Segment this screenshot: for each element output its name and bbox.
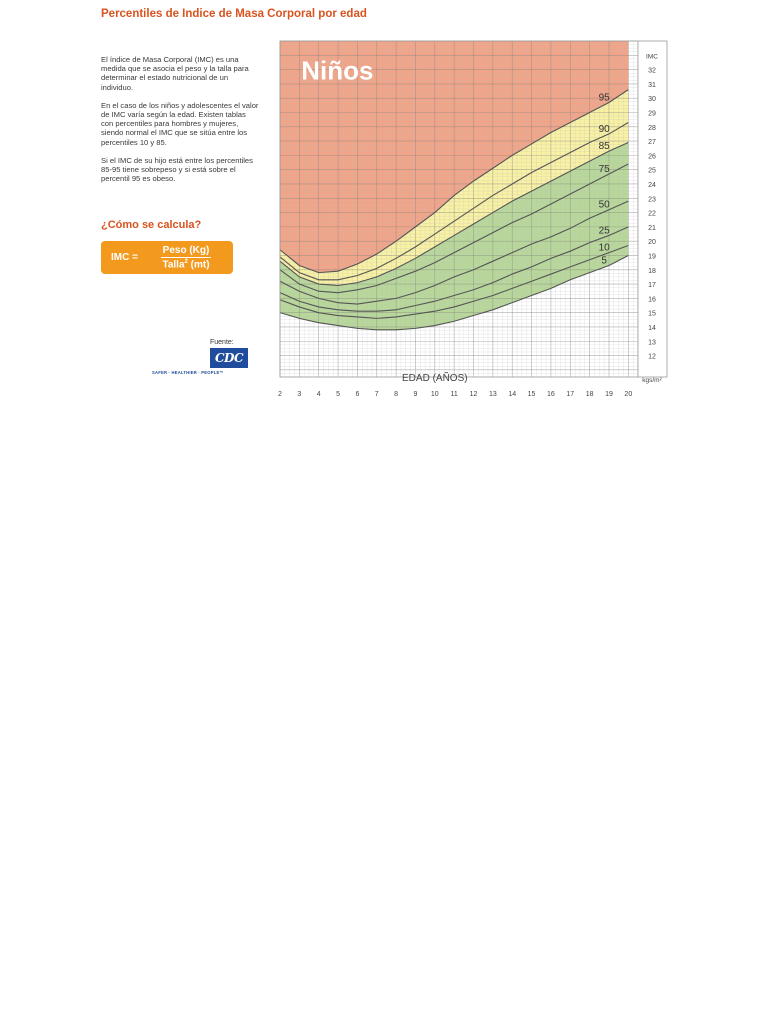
percentile-label-95: 95	[598, 92, 610, 104]
y-tick-label: 27	[648, 139, 656, 147]
percentile-label-25: 25	[598, 225, 610, 237]
percentile-label-75: 75	[598, 163, 610, 175]
formula-lhs: IMC =	[111, 252, 138, 263]
info-paragraph: Si el IMC de su hijo está entre los percentiles 85-95 tiene sobrepeso y si está sobre el percentil 95 es obeso.	[101, 155, 253, 184]
y-tick-label: 31	[648, 81, 656, 89]
formula-exponent: 2	[184, 258, 188, 265]
x-tick-label: 3	[297, 391, 302, 398]
y-tick-label: 17	[648, 282, 656, 290]
y-tick-label: 25	[648, 167, 656, 175]
y-tick-label: 14	[648, 324, 656, 332]
x-tick-label: 13	[488, 391, 497, 398]
y-tick-label: 13	[648, 339, 656, 347]
x-tick-label: 11	[450, 391, 458, 398]
formula-denominator-label: Talla	[162, 259, 185, 271]
x-axis-label: EDAD (AÑOS)	[402, 373, 468, 384]
x-tick-label: 18	[585, 391, 594, 398]
percentile-label-50: 50	[598, 199, 610, 211]
calc-heading: ¿Cómo se calcula?	[101, 219, 202, 231]
x-tick-label: 20	[624, 391, 633, 398]
page-title: Percentiles de Indice de Masa Corporal por edad	[101, 8, 367, 20]
y-tick-label: 19	[648, 253, 656, 261]
cdc-logo-text: CDC	[214, 351, 243, 365]
formula-fraction	[149, 245, 223, 270]
y-tick-label: 22	[648, 210, 656, 218]
percentile-label-90: 90	[598, 123, 610, 135]
percentile-label-85: 85	[598, 141, 610, 153]
y-tick-label: 15	[648, 310, 656, 318]
info-paragraph: El índice de Masa Corporal (IMC) es una medida que se asocia el peso y la talla para determinar el estado nutricional de un individuo.	[101, 55, 249, 92]
x-tick-label: 19	[605, 391, 613, 398]
x-tick-label: 14	[508, 391, 517, 398]
y-tick-label: 18	[648, 267, 656, 275]
formula-numerator: Peso (Kg)	[162, 244, 210, 256]
y-tick-label: 29	[648, 110, 656, 118]
info-paragraph: En el caso de los niños y adolescentes el valor de IMC varía según la edad. Existen tablas con percentiles para hombres y mujeres, siendo normal el IMC que se sitúa entre los percentiles 10 y 85.	[101, 100, 259, 147]
percentile-label-10: 10	[598, 242, 610, 254]
x-tick-label: 16	[547, 391, 555, 398]
info-text	[101, 55, 259, 192]
y-tick-label: 26	[648, 153, 656, 161]
y-tick-label: 23	[648, 196, 656, 204]
cdc-logo	[210, 348, 248, 368]
y-tick-label: 28	[648, 124, 656, 132]
x-tick-label: 4	[316, 391, 321, 398]
y-tick-label: 20	[648, 239, 656, 247]
y-axis-label: IMC	[646, 53, 658, 61]
x-tick-label: 12	[469, 391, 478, 398]
y-unit-label: kgs/m²	[642, 377, 662, 384]
y-tick-label: 24	[648, 181, 656, 189]
x-tick-label: 15	[527, 391, 536, 398]
bmi-percentile-chart	[276, 37, 671, 400]
source-label: Fuente:	[210, 339, 234, 346]
formula-denominator	[162, 258, 209, 270]
y-tick-label: 16	[648, 296, 656, 304]
x-tick-label: 6	[355, 391, 360, 398]
percentile-label-5: 5	[601, 255, 607, 267]
cdc-tagline: SAFER · HEALTHIER · PEOPLE™	[152, 370, 224, 375]
x-tick-label: 2	[278, 391, 282, 398]
chart-title: Niños	[301, 55, 374, 86]
source-block	[152, 339, 254, 377]
y-tick-label: 12	[648, 353, 656, 361]
y-tick-label: 32	[648, 67, 656, 75]
x-tick-label: 8	[394, 391, 399, 398]
x-tick-label: 7	[374, 391, 379, 398]
bmi-formula	[101, 241, 233, 274]
formula-denominator-unit: (mt)	[190, 259, 210, 271]
x-tick-label: 10	[430, 391, 439, 398]
y-tick-label: 30	[648, 96, 656, 104]
y-tick-label: 21	[648, 224, 656, 232]
x-tick-label: 9	[413, 391, 418, 398]
x-tick-label: 5	[336, 391, 341, 398]
x-tick-label: 17	[566, 391, 575, 398]
